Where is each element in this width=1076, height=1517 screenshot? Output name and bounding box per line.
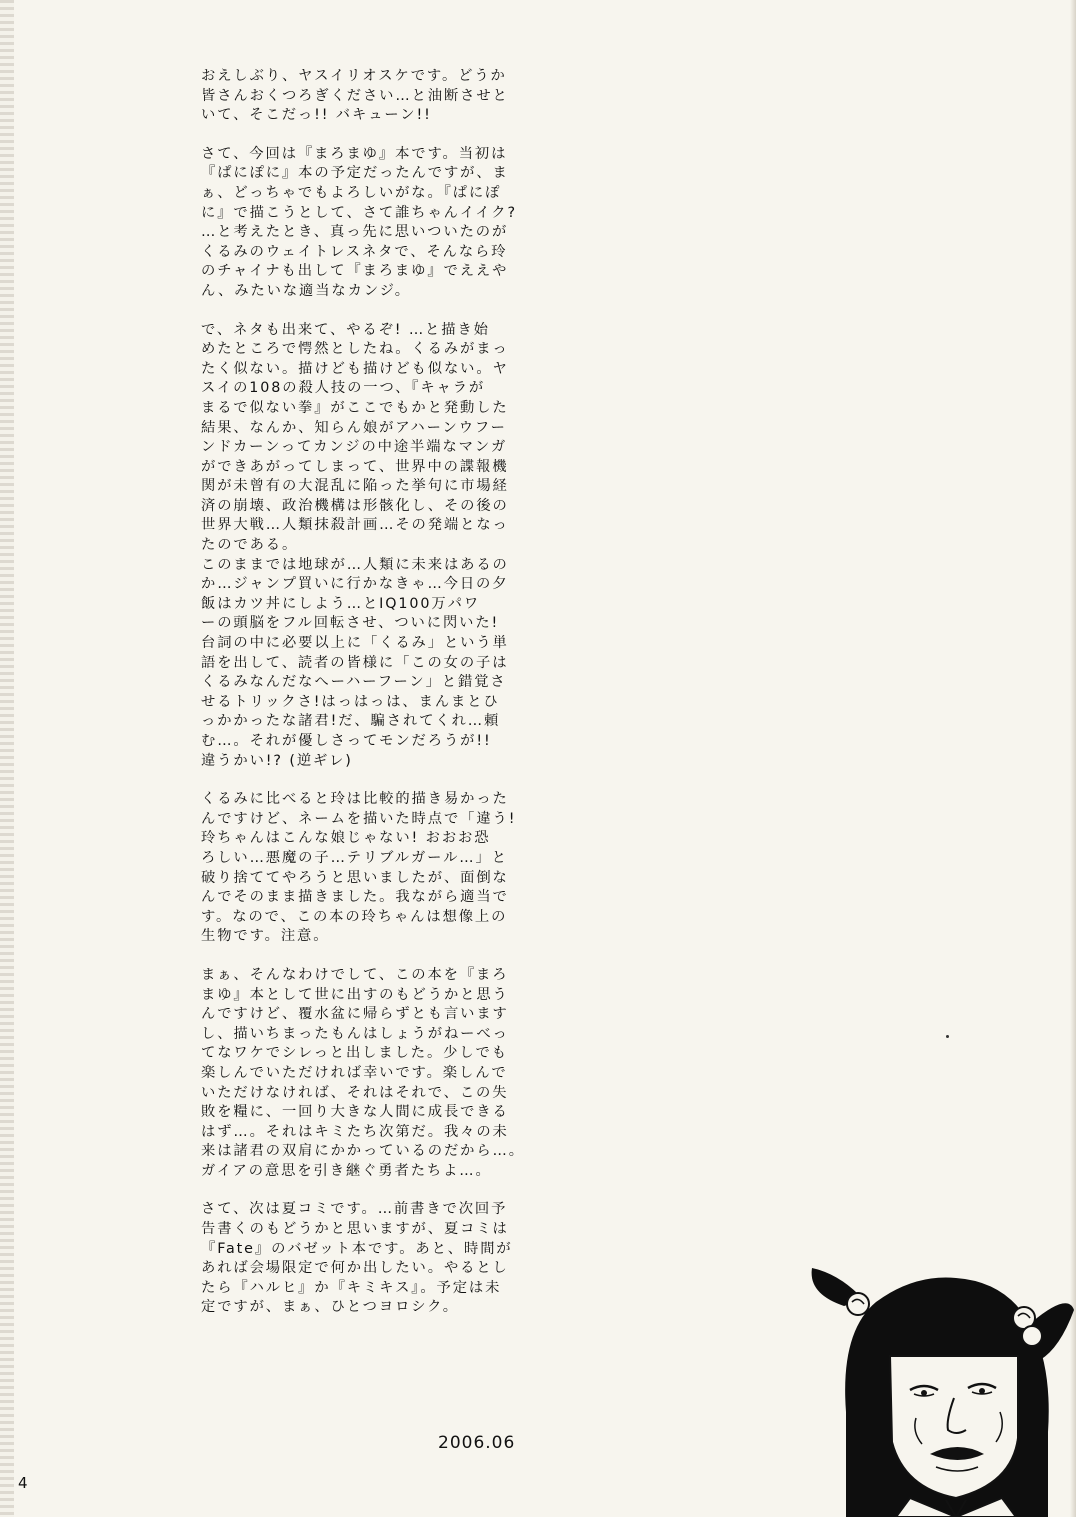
text-line: まるで似ない拳』がここでもかと発動した xyxy=(201,399,509,416)
text-line: ンドカーンってカンジの中途半端なマンガ xyxy=(201,439,508,456)
text-line: 台詞の中に必要以上に「くるみ」という単 xyxy=(201,635,509,652)
date: 2006.06 xyxy=(438,1433,516,1453)
text-line: さて、今回は『まろまゆ』本です。当初は xyxy=(201,145,508,162)
text-line: てなワケでシレっと出しました。少しでも xyxy=(201,1045,508,1062)
text-line: 定ですが、まぁ、ひとつヨロシク。 xyxy=(201,1299,460,1316)
text-line: んですけど、覆水盆に帰らずとも言います xyxy=(201,1006,509,1023)
text-line: せるトリックさ!はっはっは、まんまとひ xyxy=(201,693,500,710)
text-line: 関が未曾有の大混乱に陥った挙句に市場経 xyxy=(201,478,509,495)
paragraph-gap xyxy=(201,947,546,966)
text-line: 敗を糧に、一回り大きな人間に成長できる xyxy=(201,1104,509,1121)
text-line: おえしぶり、ヤスイリオスケです。どうか xyxy=(201,68,507,84)
text-line: このままでは地球が…人類に未来はあるの xyxy=(201,556,509,573)
text-line: いただけなければ、それはそれで、この失 xyxy=(201,1084,509,1101)
paragraph-gap xyxy=(201,126,546,145)
ink-speck xyxy=(946,1035,949,1038)
text-line: ができあがってしまって、世界中の諜報機 xyxy=(201,458,509,475)
text-line: む…。それが優しさってモンだろうが!! xyxy=(201,733,492,749)
caricature-portrait xyxy=(806,1262,1076,1517)
text-line: たのである。 xyxy=(201,537,299,554)
text-line: 世界大戦…人類抹殺計画…その発端となっ xyxy=(201,517,509,534)
text-line: スイの108の殺人技の一つ、『キャラが xyxy=(201,380,486,397)
text-line: 告書くのもどうかと思いますが、夏コミは xyxy=(201,1221,509,1238)
text-line: ーの頭脳をフル回転させ、ついに閃いた! xyxy=(201,615,500,632)
text-line: 飯はカツ丼にしよう…とIQ100万パワ xyxy=(201,595,481,612)
text-line: いて、そこだっ!! バキューン!! xyxy=(201,107,432,124)
paragraph-gap xyxy=(201,302,546,321)
text-line: 楽しんでいただければ幸いです。楽しんで xyxy=(201,1064,508,1081)
page-binding-edge xyxy=(0,0,14,1517)
text-line: くるみなんだなへーハーフーン」と錯覚さ xyxy=(201,674,507,691)
text-line: ぁ、どっちゃでもよろしいがな。『ぱにぽ xyxy=(201,184,502,201)
paragraph xyxy=(201,966,546,1182)
text-line: す。なので、この本の玲ちゃんは想像上の xyxy=(201,908,508,925)
text-line: 玲ちゃんはこんな娘じゃない! おおお恐 xyxy=(201,830,491,847)
text-line: くるみのウェイトレスネタで、そんなら玲 xyxy=(201,243,508,260)
text-line: 違うかい!? (逆ギレ) xyxy=(201,752,353,769)
afterword-text xyxy=(201,67,546,1318)
text-line: はず…。それはキミたち次第だ。我々の未 xyxy=(201,1123,509,1140)
text-line: か…ジャンプ買いに行かなきゃ…今日の夕 xyxy=(201,576,509,593)
paragraph-gap xyxy=(201,1181,546,1200)
paragraph xyxy=(201,145,546,302)
text-line: 語を出して、読者の皆様に「この女の子は xyxy=(201,654,509,671)
text-line: あれば会場限定で何か出したい。やるとし xyxy=(201,1260,509,1277)
text-line: 済の崩壊、政治機構は形骸化し、その後の xyxy=(201,497,509,514)
text-line: んでそのまま描きました。我ながら適当で xyxy=(201,889,509,906)
text-line: んですけど、ネームを描いた時点で「違う! xyxy=(201,810,517,827)
page-number: 4 xyxy=(18,1474,28,1492)
text-line: 来は諸君の双肩にかかっているのだから…。 xyxy=(201,1143,525,1160)
text-line: …と考えたとき、真っ先に思いついたのが xyxy=(201,224,509,241)
text-line: 破り捨ててやろうと思いましたが、面倒な xyxy=(201,869,509,886)
text-line: 皆さんおくつろぎください…と油断させと xyxy=(201,87,509,104)
text-line: まぁ、そんなわけでして、この本を『まろ xyxy=(201,966,509,983)
text-line: ガイアの意思を引き継ぐ勇者たちよ…。 xyxy=(201,1162,492,1179)
text-line: 結果、なんか、知らん娘がアハーンウフー xyxy=(201,419,507,436)
text-line: ろしい…悪魔の子…テリブルガール…」と xyxy=(201,849,508,866)
text-line: 生物です。注意。 xyxy=(201,928,330,945)
text-line: めたところで愕然としたね。くるみがまっ xyxy=(201,341,509,358)
text-line: に』で描こうとして、さて誰ちゃんイイク? xyxy=(201,204,517,221)
text-line: ん、みたいな適当なカンジ。 xyxy=(201,282,411,299)
text-line: 『ぱにぽに』本の予定だったんですが、ま xyxy=(201,165,509,182)
text-line: っかかったな諸君!だ、騙されてくれ…頼 xyxy=(201,713,501,730)
paragraph xyxy=(201,790,546,947)
paragraph xyxy=(201,67,546,126)
text-line: たく似ない。描けども描けども似ない。ヤ xyxy=(201,360,509,377)
text-line: たら『ハルヒ』か『キミキス』。予定は未 xyxy=(201,1279,502,1296)
text-line: さて、次は夏コミです。…前書きで次回予 xyxy=(201,1201,508,1218)
paragraph xyxy=(201,1200,546,1318)
text-line: で、ネタも出来て、やるぞ! …と描き始 xyxy=(201,321,490,338)
paragraph xyxy=(201,321,546,772)
text-line: くるみに比べると玲は比較的描き易かった xyxy=(201,791,509,808)
text-line: 『Fate』のバゼット本です。あと、時間が xyxy=(201,1240,513,1257)
text-line: のチャイナも出して『まろまゆ』でええや xyxy=(201,263,509,280)
text-line: まゆ』本として世に出すのもどうかと思う xyxy=(201,986,509,1003)
text-line: し、描いちまったもんはしょうがねーべっ xyxy=(201,1025,509,1042)
paragraph-gap xyxy=(201,771,546,790)
